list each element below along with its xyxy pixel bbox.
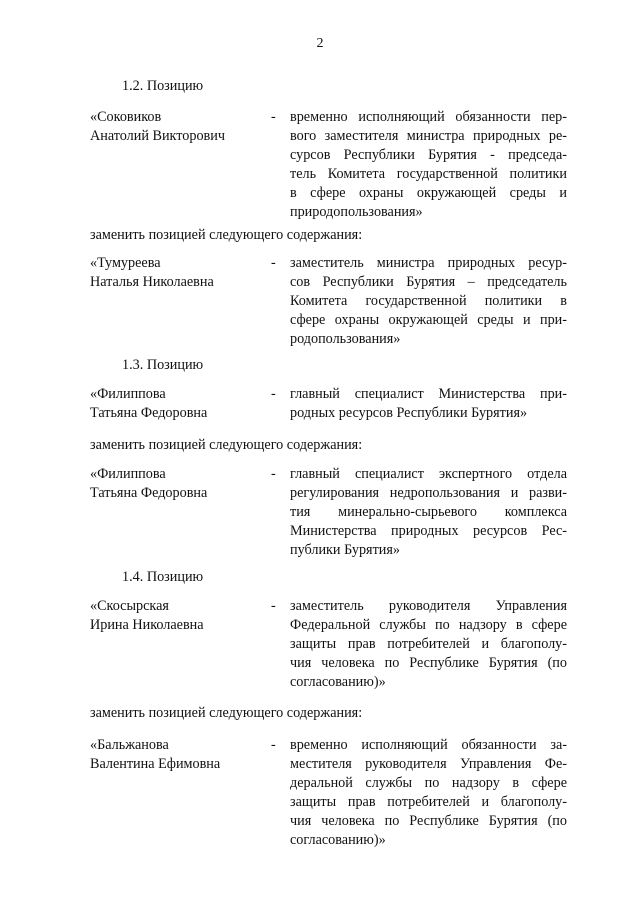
surname: «Филиппова	[90, 466, 166, 482]
description-line: сфере охраны окружающей среды и при-	[290, 312, 567, 328]
surname: «Тумуреева	[90, 255, 161, 271]
position-description	[290, 108, 567, 222]
surname: «Бальжанова	[90, 737, 169, 753]
dash-separator: -	[271, 109, 276, 125]
section-heading: 1.3. Позицию	[122, 357, 204, 373]
description-line: главный специалист Министерства при-	[290, 386, 567, 402]
page-number: 2	[316, 36, 324, 51]
given-names: Татьяна Федоровна	[90, 485, 208, 501]
dash-separator: -	[271, 737, 276, 753]
section-heading: 1.2. Позицию	[122, 78, 204, 94]
surname: «Скосырская	[90, 598, 169, 614]
replace-instruction: заменить позицией следующего содержания:	[90, 705, 363, 721]
position-description	[290, 385, 567, 423]
description-line: защиты прав потребителей и благополу-	[290, 636, 567, 652]
description-line: чия человека по Республике Бурятия (по	[290, 813, 567, 829]
description-line: родопользования»	[290, 331, 401, 347]
description-line: главный специалист экспертного отдела	[290, 466, 567, 482]
description-line: Министерства природных ресурсов Рес-	[290, 523, 567, 539]
surname: «Филиппова	[90, 386, 166, 402]
description-line: тия минерально-сырьевого комплекса	[290, 504, 567, 520]
given-names: Анатолий Викторович	[90, 128, 225, 144]
given-names: Ирина Николаевна	[90, 617, 204, 633]
description-line: местителя руководителя Управления Фе-	[290, 756, 567, 772]
description-line: регулирования недропользования и разви-	[290, 485, 567, 501]
person-name	[90, 597, 270, 635]
dash-separator: -	[271, 466, 276, 482]
description-line: тель Комитета государственной политики	[290, 166, 567, 182]
dash-separator: -	[271, 255, 276, 271]
section-heading: 1.4. Позицию	[122, 569, 204, 585]
replace-instruction: заменить позицией следующего содержания:	[90, 437, 363, 453]
given-names: Наталья Николаевна	[90, 274, 214, 290]
description-line: согласованию)»	[290, 832, 386, 848]
description-line: публики Бурятия»	[290, 542, 400, 558]
description-line: заместитель руководителя Управления	[290, 598, 567, 614]
description-line: Федеральной службы по надзору в сфере	[290, 617, 567, 633]
description-line: деральной службы по надзору в сфере	[290, 775, 567, 791]
person-name	[90, 254, 270, 292]
description-line: согласованию)»	[290, 674, 386, 690]
given-names: Татьяна Федоровна	[90, 405, 208, 421]
person-name	[90, 385, 270, 423]
person-name	[90, 736, 270, 774]
description-line: сурсов Республики Бурятия - председа-	[290, 147, 567, 163]
surname: «Соковиков	[90, 109, 162, 125]
replace-instruction: заменить позицией следующего содержания:	[90, 227, 363, 243]
description-line: природопользования»	[290, 204, 423, 220]
person-name	[90, 108, 270, 146]
position-description	[290, 597, 567, 692]
description-line: сов Республики Бурятия – председатель	[290, 274, 567, 290]
position-description	[290, 465, 567, 560]
given-names: Валентина Ефимовна	[90, 756, 221, 772]
description-line: защиты прав потребителей и благополу-	[290, 794, 567, 810]
description-line: Комитета государственной политики в	[290, 293, 567, 309]
description-line: временно исполняющий обязанности за-	[290, 737, 567, 753]
description-line: вого заместителя министра природных ре-	[290, 128, 567, 144]
dash-separator: -	[271, 598, 276, 614]
description-line: родных ресурсов Республики Бурятия»	[290, 405, 528, 421]
dash-separator: -	[271, 386, 276, 402]
position-description	[290, 254, 567, 349]
description-line: временно исполняющий обязанности пер-	[290, 109, 567, 125]
position-description	[290, 736, 567, 850]
description-line: чия человека по Республике Бурятия (по	[290, 655, 567, 671]
person-name	[90, 465, 270, 503]
description-line: заместитель министра природных ресур-	[290, 255, 567, 271]
description-line: в сфере охраны окружающей среды и	[290, 185, 567, 201]
